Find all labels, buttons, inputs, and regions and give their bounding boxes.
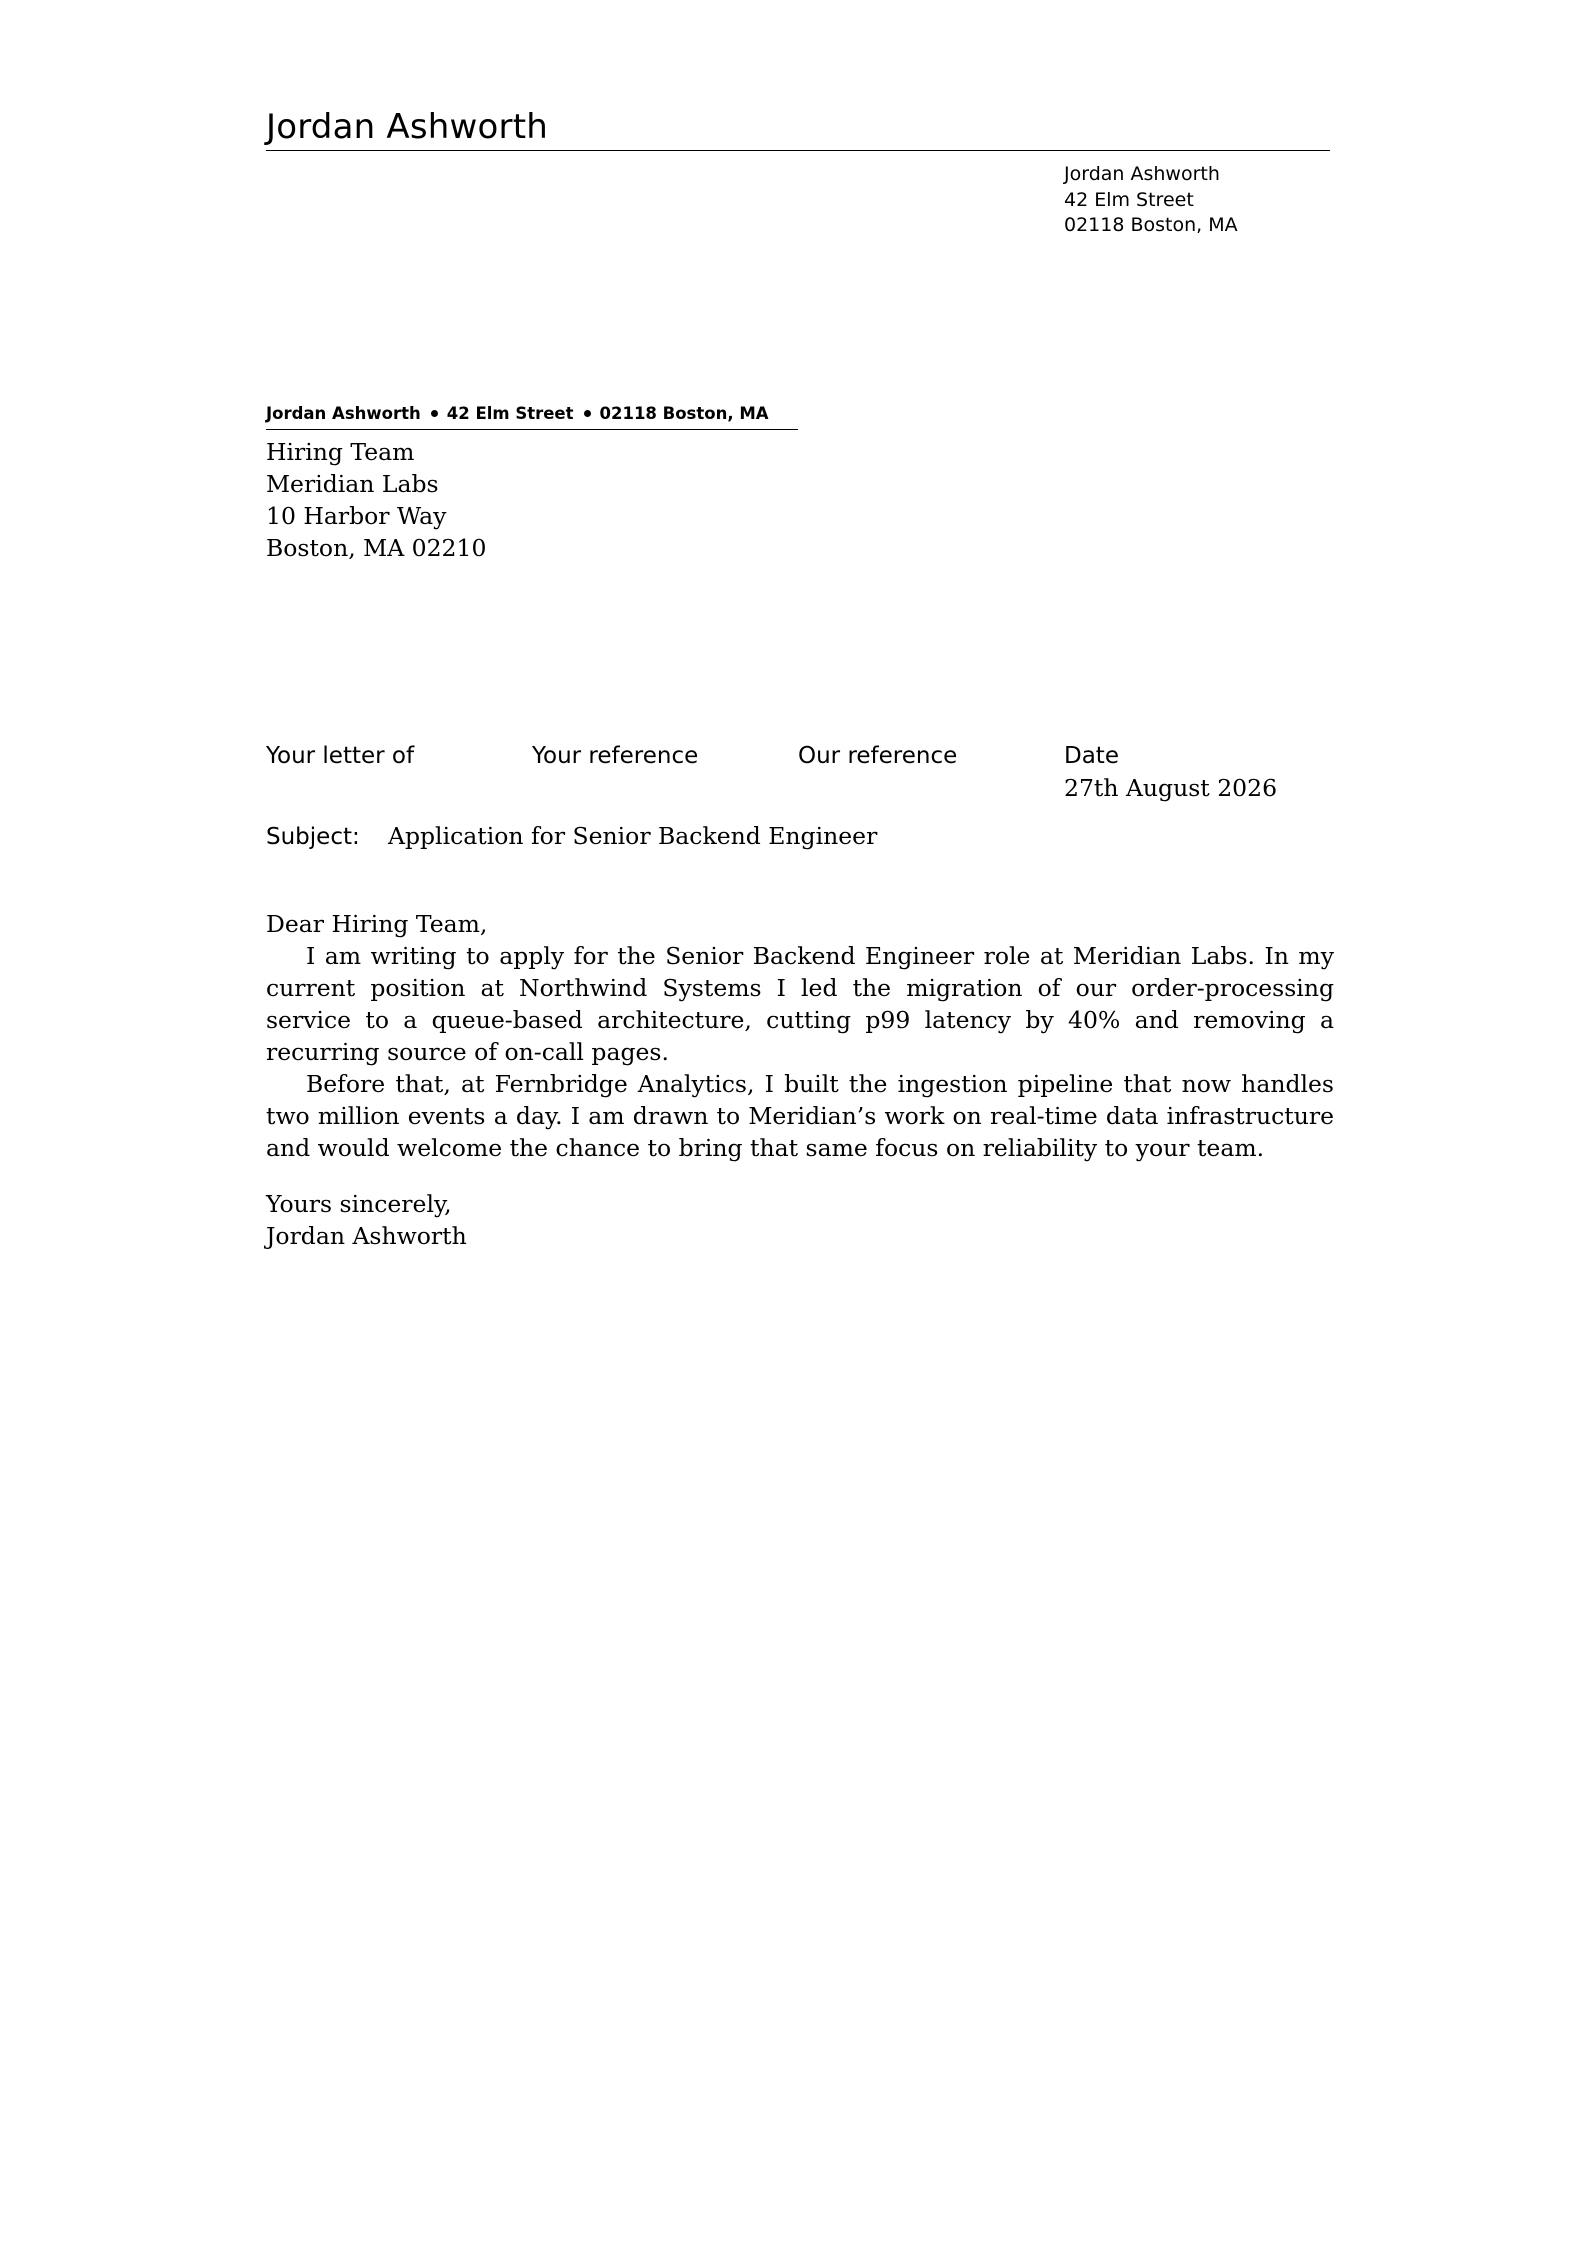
recipient-address-block (266, 436, 486, 564)
your-letter-field (266, 740, 414, 772)
subject-line (266, 820, 877, 853)
our-reference-label: Our reference (798, 743, 958, 769)
recipient-line: Boston, MA 02210 (266, 534, 487, 562)
sender-name: Jordan Ashworth (1064, 163, 1220, 185)
return-address-line (266, 403, 798, 430)
body-paragraph: Before that, at Fernbridge Analytics, I built the ingestion pipeline that now handles two million events a day. I am drawn to Meridian’s work on real-time data infrastructure and would welcome the chance to bring that same focus on reliability to your team. (266, 1070, 1334, 1162)
bullet-separator-icon (431, 410, 438, 417)
date-value: 27th August 2026 (1064, 774, 1278, 802)
date-field (1064, 740, 1277, 804)
letterhead-name: Jordan Ashworth (266, 107, 548, 147)
subject-label: Subject: (266, 824, 360, 850)
salutation: Dear Hiring Team, (266, 910, 488, 938)
your-reference-label: Your reference (532, 743, 699, 769)
our-reference-field (798, 740, 957, 772)
date-label: Date (1064, 743, 1119, 769)
sender-city: 02118 Boston, MA (1064, 214, 1238, 236)
sender-address-block (1064, 162, 1238, 239)
recipient-line: Hiring Team (266, 438, 415, 466)
your-letter-label: Your letter of (266, 743, 415, 769)
recipient-line: Meridian Labs (266, 470, 439, 498)
return-address-name: Jordan Ashworth (266, 404, 421, 423)
return-address-street: 42 Elm Street (446, 404, 574, 423)
valediction: Yours sincerely, (266, 1190, 452, 1218)
letterhead-divider (266, 150, 1330, 151)
closing-block (266, 1188, 467, 1252)
recipient-line: 10 Harbor Way (266, 502, 447, 530)
your-reference-field (532, 740, 698, 772)
bullet-separator-icon (584, 410, 591, 417)
body-paragraph: I am writing to apply for the Senior Backend Engineer role at Meridian Labs. In my current position at Northwind Systems I led the migration of our order-processing service to a queue-based architecture, cutting p99 latency by 40% and removing a recurring source of on-call pages. (266, 942, 1334, 1066)
sender-street: 42 Elm Street (1064, 188, 1194, 211)
signature-name: Jordan Ashworth (266, 1222, 467, 1250)
letter-body (266, 908, 1334, 1164)
subject-text: Application for Senior Backend Engineer (388, 822, 878, 850)
return-address-city: 02118 Boston, MA (599, 404, 769, 423)
